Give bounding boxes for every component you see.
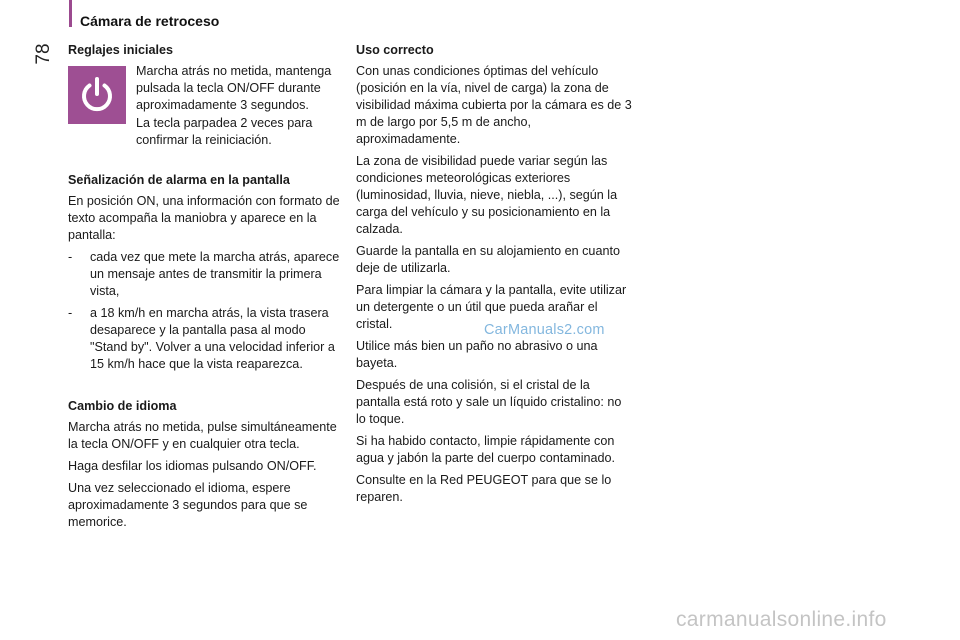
bullet-text: a 18 km/h en marcha atrás, la vista trasera desaparece y la pantalla pasa al modo "Stand by". Volver a una velocidad inferior a 15 km/h hace que la vista reaparezca. (90, 306, 335, 371)
paragraph: Consulte en la Red PEUGEOT para que se lo reparen. (356, 473, 612, 504)
left-column (68, 42, 346, 536)
paragraph: Una vez seleccionado el idioma, espere aproximadamente 3 segundos para que se memorice. (68, 481, 308, 529)
paragraph: Si ha habido contacto, limpie rápidamente con agua y jabón la parte del cuerpo contaminado. (356, 434, 616, 465)
bullet-text: cada vez que mete la marcha atrás, aparece un mensaje antes de transmitir la primera vista, (90, 250, 340, 298)
section-alarm (68, 172, 346, 373)
chapter-title: Cámara de retroceso (80, 13, 220, 29)
paragraph: Para limpiar la cámara y la pantalla, evite utilizar un detergente o un útil que pueda arañar el cristal. (356, 283, 627, 331)
section-heading: Señalización de alarma en la pantalla (68, 173, 290, 187)
bullet-dash: - (68, 306, 73, 320)
list-item (68, 305, 346, 373)
list-item (68, 249, 346, 300)
section-language (68, 398, 346, 531)
paragraph: Utilice más bien un paño no abrasivo o una bayeta. (356, 339, 598, 370)
watermark-middle: CarManuals2.com (484, 322, 605, 338)
section-correct-use (356, 42, 632, 506)
power-symbol-icon (77, 75, 117, 115)
power-icon (68, 66, 126, 124)
bullet-dash: - (68, 250, 73, 264)
paragraph: Haga desfilar los idiomas pulsando ON/OFF. (68, 459, 317, 473)
section-heading: Uso correcto (356, 43, 434, 57)
chapter-accent-bar (69, 0, 72, 27)
paragraph: Con unas condiciones óptimas del vehículo (posición en la vía, nivel de carga) la zona de visibilidad máxima cubierta por la cámara es de 3 m de largo por 5,5 m de ancho, aproximadamente. (356, 64, 632, 146)
section-heading: Cambio de idioma (68, 399, 177, 413)
section-heading: Reglajes iniciales (68, 43, 174, 57)
section-initial-settings (68, 42, 346, 150)
paragraph: Marcha atrás no metida, mantenga pulsada la tecla ON/OFF durante aproximadamente 3 segundos. (136, 64, 332, 112)
paragraph: Guarde la pantalla en su alojamiento en cuanto deje de utilizarla. (356, 244, 620, 275)
power-instruction (68, 63, 346, 150)
bullet-list (68, 249, 346, 373)
paragraph: La tecla parpadea 2 veces para confirmar la reiniciación. (136, 116, 313, 147)
power-instruction-text (136, 63, 346, 150)
page-number: 78 (33, 43, 54, 65)
paragraph: Marcha atrás no metida, pulse simultáneamente la tecla ON/OFF y en cualquier otra tecla. (68, 420, 337, 451)
paragraph: La zona de visibilidad puede variar según las condiciones meteorológicas exteriores (luminosidad, lluvia, nieve, niebla, ...), según la carga del vehículo y su posicionamiento en la calzada. (356, 154, 618, 236)
watermark-bottom[interactable]: carmanualsonline.info (676, 608, 887, 631)
right-column (356, 42, 632, 511)
paragraph: En posición ON, una información con formato de texto acompaña la maniobra y aparece en la pantalla: (68, 194, 340, 242)
paragraph: Después de una colisión, si el cristal de la pantalla está roto y sale un líquido cristalino: no lo toque. (356, 378, 622, 426)
